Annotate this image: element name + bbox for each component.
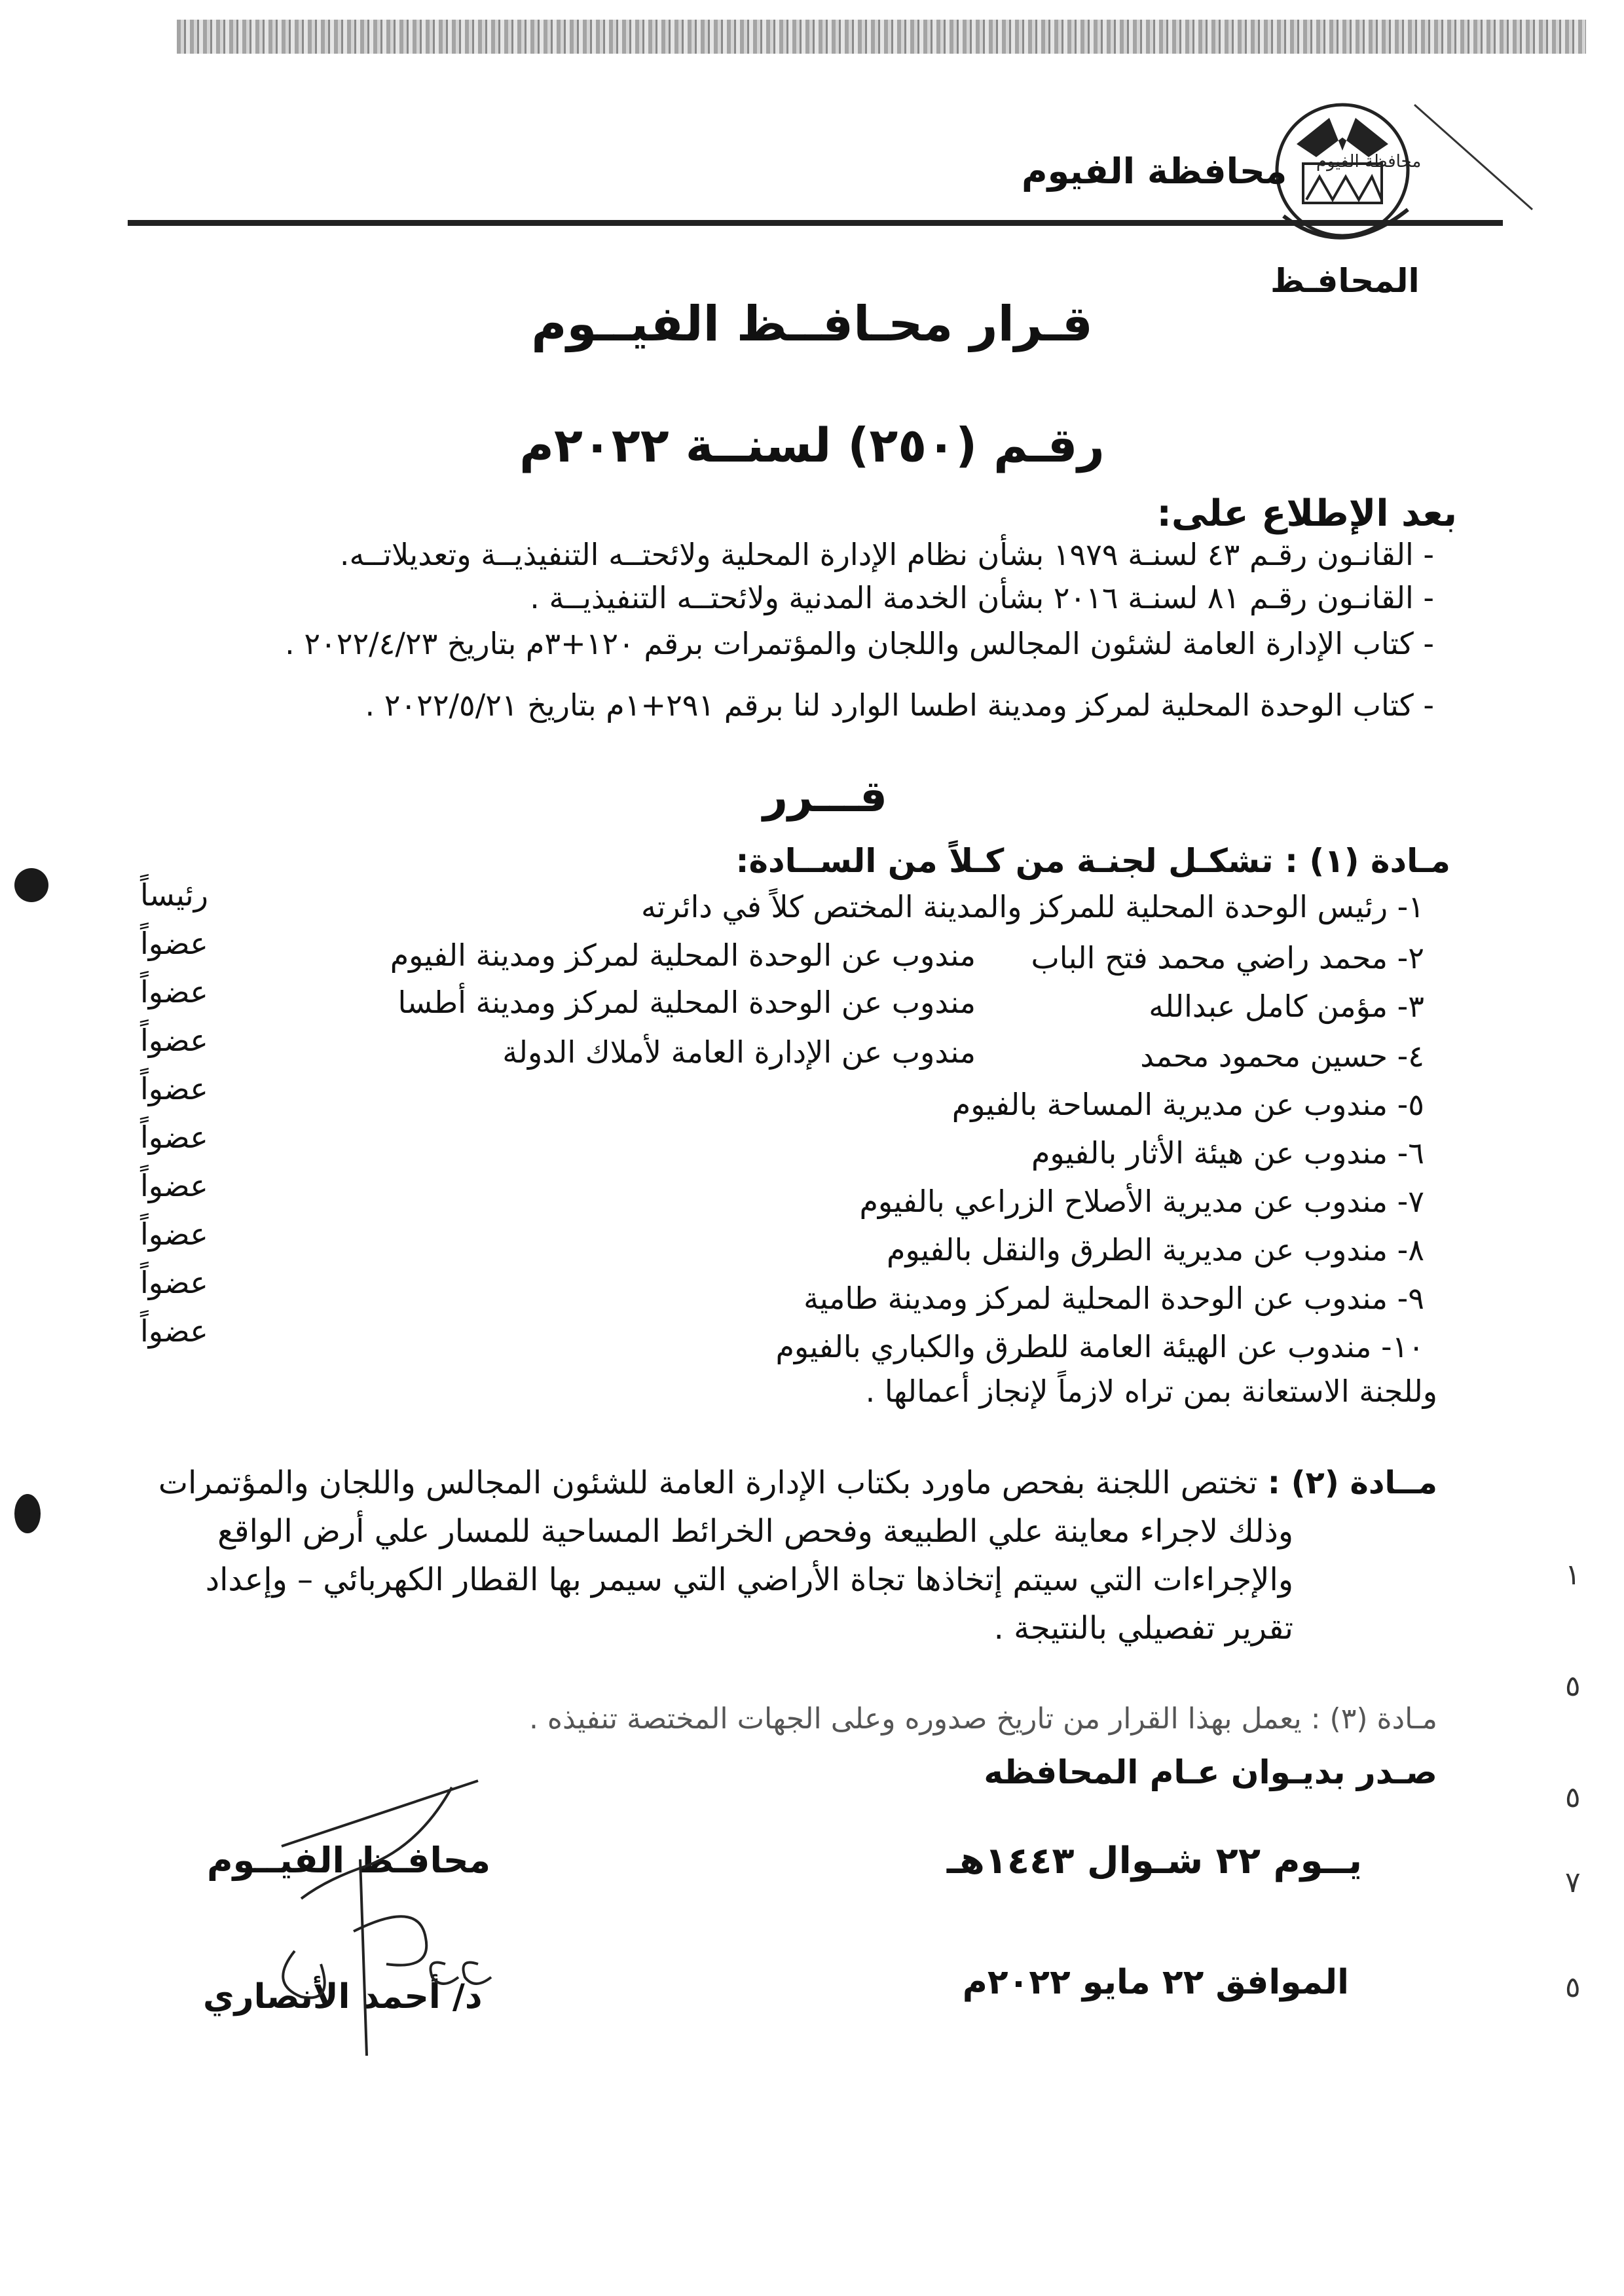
member-item: ٩- مندوب عن الوحدة المحلية لمركز ومدينة طامية <box>803 1281 1424 1316</box>
member-affiliation: مندوب عن الوحدة المحلية لمركز ومدينة الفيوم <box>390 938 976 973</box>
member-role: عضواً <box>140 1216 208 1252</box>
governorate-emblem <box>1257 92 1545 262</box>
scan-edge-strip <box>177 20 1586 54</box>
article2-line: تختص اللجنة بفحص ماورد بكتاب الإدارة العامة للشئون المجالس واللجان والمؤتمرات <box>158 1465 1258 1501</box>
margin-mark: ٥ <box>1565 1971 1581 2004</box>
issued-at: صـدر بديـوان عـام المحافظه <box>984 1753 1437 1791</box>
article2-line: وذلك لاجراء معاينة علي الطبيعة وفحص الخرائط المساحية للمسار علي أرض الواقع <box>217 1513 1293 1550</box>
decree-number: رقـم (٢٥٠) لسنــة ٢٠٢٢م <box>519 418 1105 473</box>
header-divider <box>128 220 1503 226</box>
preamble-reference: - كتاب الوحدة المحلية لمركز ومدينة اطسا الوارد لنا برقم ٢٩١+١م بتاريخ ٢٠٢٢/٥/٢١ . <box>365 687 1434 723</box>
article1-heading: مـادة (١) : تشكـل لجنـة من كـلاً من الســادة: <box>735 842 1450 880</box>
member-role: عضواً <box>140 1023 208 1058</box>
date-hijri: يــوم ٢٢ شـوال ١٤٤٣هـ <box>946 1840 1362 1882</box>
article3: مـادة (٣) : يعمل بهذا القرار من تاريخ صدوره وعلى الجهات المختصة تنفيذه . <box>528 1702 1437 1736</box>
preamble-reference: - القانـون رقـم ٨١ لسنـة ٢٠١٦ بشأن الخدمة المدنية ولائحتــه التنفيذيــة . <box>530 580 1434 615</box>
article2-label: مــادة (٢) : <box>1267 1465 1437 1501</box>
date-gregorian: الموافق ٢٢ مايو ٢٠٢٢م <box>962 1963 1349 2002</box>
member-item: ٨- مندوب عن مديرية الطرق والنقل بالفيوم <box>887 1232 1424 1267</box>
article1-closing: وللجنة الاستعانة بمن تراه لازماً لإنجاز أعمالها . <box>865 1374 1437 1409</box>
member-item: ٥- مندوب عن مديرية المساحة بالفيوم <box>951 1087 1424 1122</box>
member-item: ٤- حسين محمود محمد <box>1140 1038 1424 1074</box>
handwritten-signature <box>255 1768 511 2056</box>
margin-mark: ٧ <box>1565 1866 1581 1899</box>
member-affiliation: مندوب عن الإدارة العامة لأملاك الدولة <box>502 1034 976 1070</box>
margin-mark: ٥ <box>1565 1781 1581 1814</box>
signatory-name: د/ أحمد الأنصاري <box>203 1977 483 2016</box>
member-item: ٦- مندوب عن هيئة الأثار بالفيوم <box>1031 1135 1424 1171</box>
margin-mark: ١ <box>1565 1558 1581 1592</box>
member-role: عضواً <box>140 1120 208 1155</box>
governorate-name: محافظة الفيوم <box>1022 151 1287 192</box>
punch-hole <box>14 868 48 902</box>
member-item: ٣- مؤمن كامل عبدالله <box>1149 989 1424 1024</box>
office-label: المحافـظ <box>1270 262 1420 300</box>
member-role: عضواً <box>140 926 208 961</box>
preamble-heading: بعد الإطلاع على: <box>1156 492 1457 535</box>
member-role: عضواً <box>140 1071 208 1106</box>
signatory-title: محافـظ الفيــوم <box>207 1840 491 1881</box>
member-item: ١٠- مندوب عن الهيئة العامة للطرق والكباري بالفيوم <box>775 1329 1424 1364</box>
svg-text:محافظة الفيوم: محافظة الفيوم <box>1316 152 1422 172</box>
member-role: عضواً <box>140 1265 208 1300</box>
decided-heading: قـــرر <box>763 771 887 822</box>
member-item: ٧- مندوب عن مديرية الأصلاح الزراعي بالفيوم <box>859 1184 1424 1219</box>
member-affiliation: مندوب عن الوحدة المحلية لمركز ومدينة أطسا <box>397 985 976 1020</box>
document-title: قـرار محـافــظ الفيــوم <box>531 296 1093 352</box>
member-item: ١- رئيس الوحدة المحلية للمركز والمدينة المختص كلاً في دائرته <box>640 889 1424 924</box>
member-role: عضواً <box>140 1168 208 1203</box>
preamble-reference: - القانـون رقـم ٤٣ لسنـة ١٩٧٩ بشأن نظام الإدارة المحلية ولائحتــه التنفيذيــة وتعديلاتــه. <box>339 537 1434 572</box>
article2 <box>33 1459 1437 1652</box>
article2-line: والإجراءات التي سيتم إتخاذها تجاة الأراضي التي سيمر بها القطار الكهربائي – وإعداد <box>205 1561 1293 1598</box>
punch-hole <box>14 1494 41 1533</box>
member-role: عضواً <box>140 974 208 1010</box>
preamble-reference: - كتاب الإدارة العامة لشئون المجالس واللجان والمؤتمرات برقم ١٢٠+٣م بتاريخ ٢٠٢٢/٤/٢٣ . <box>285 626 1434 661</box>
article2-line: تقرير تفصيلي بالنتيجة . <box>993 1610 1293 1647</box>
member-item: ٢- محمد راضي محمد فتح الباب <box>1031 940 1424 975</box>
margin-mark: ٥ <box>1565 1669 1581 1703</box>
member-role: رئيساً <box>140 877 208 913</box>
member-role: عضواً <box>140 1313 208 1349</box>
